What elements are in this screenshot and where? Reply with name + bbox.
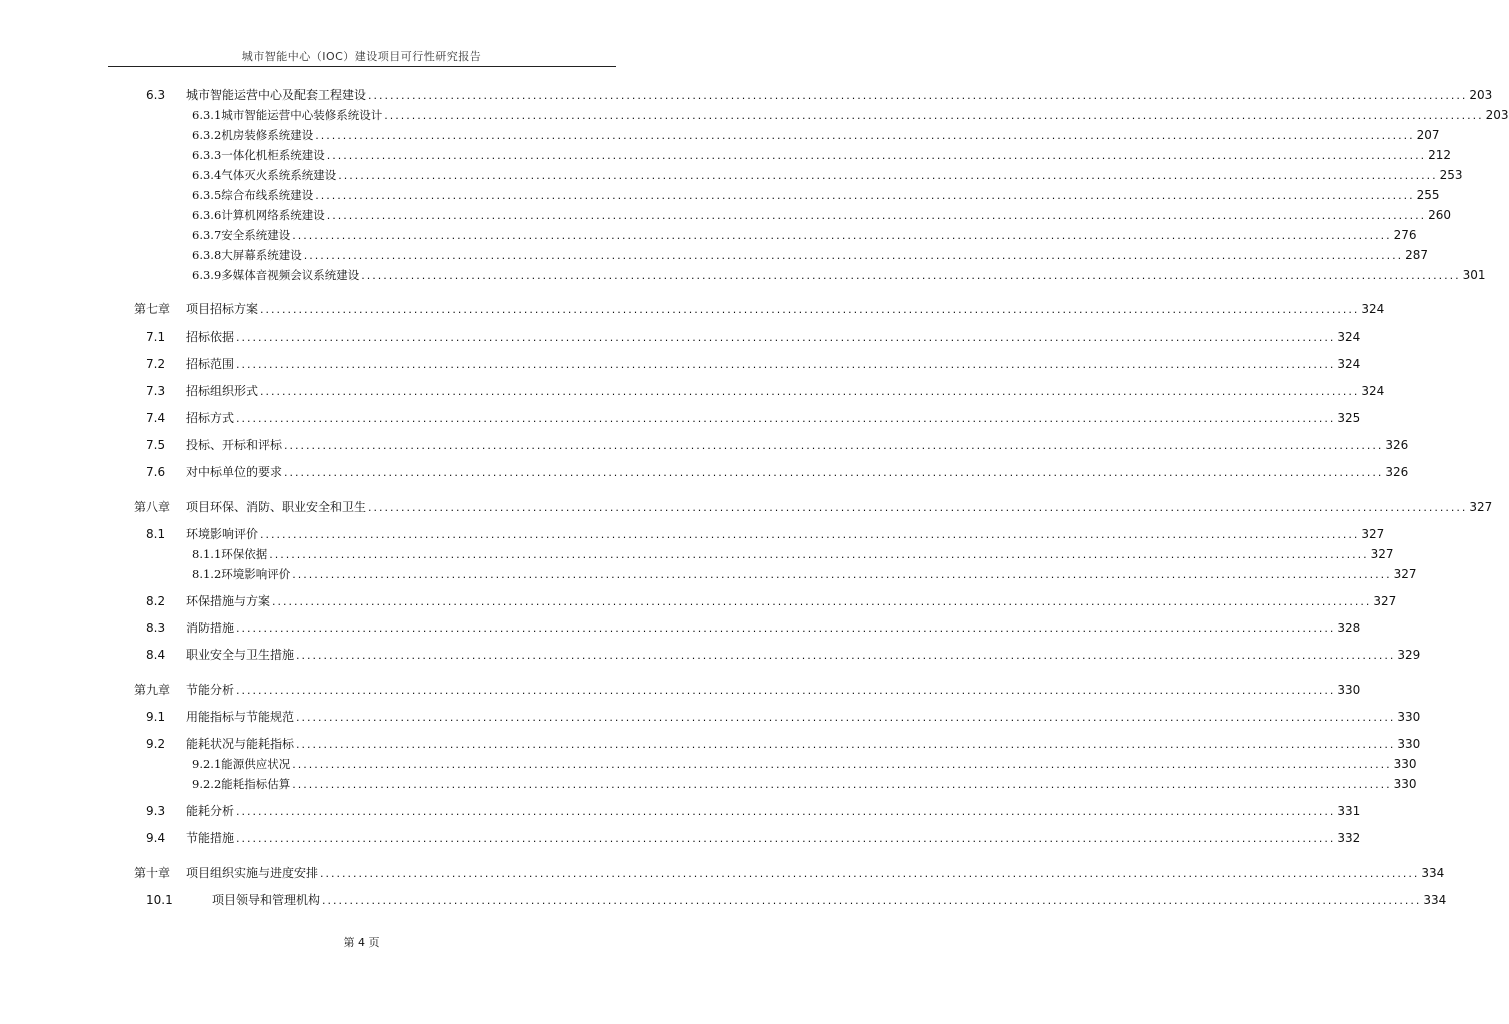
toc-entry-page: 276 bbox=[1393, 228, 1417, 242]
dot-leader: ........................................................................................................................................................................................................ bbox=[260, 303, 1360, 316]
dot-leader: ........................................................................................................................................................................................................ bbox=[236, 412, 1336, 425]
toc-entry-title: 能耗状况与能耗指标 bbox=[186, 737, 295, 751]
dot-leader: ........................................................................................................................................................................................................ bbox=[292, 778, 1392, 791]
toc-entry[interactable] bbox=[0, 708, 1421, 726]
toc-entry-number: 8.2 bbox=[146, 594, 166, 608]
toc-entry-page: 330 bbox=[1397, 737, 1421, 751]
toc-entry[interactable] bbox=[0, 146, 1451, 164]
toc-entry[interactable] bbox=[0, 186, 1440, 204]
toc-entry-page: 327 bbox=[1370, 547, 1394, 561]
toc-entry[interactable] bbox=[0, 525, 1385, 543]
dot-leader: ........................................................................................................................................................................................................ bbox=[320, 867, 1420, 880]
toc-entry-title: 项目领导和管理机构 bbox=[212, 893, 321, 907]
toc-entry-title: 6.3.3一体化机柜系统建设 bbox=[192, 148, 325, 162]
toc-entry-title: 环境影响评价 bbox=[186, 527, 259, 541]
toc-entry[interactable] bbox=[0, 545, 1394, 563]
toc-entry[interactable] bbox=[0, 86, 1493, 104]
toc-entry-page: 203 bbox=[1485, 108, 1509, 122]
toc-entry-title: 6.3.7安全系统建设 bbox=[192, 228, 291, 242]
toc-entry-title: 能耗分析 bbox=[186, 804, 235, 818]
dot-leader: ........................................................................................................................................................................................................ bbox=[315, 189, 1415, 202]
toc-entry[interactable] bbox=[0, 463, 1409, 481]
toc-entry-number: 7.6 bbox=[146, 465, 166, 479]
page-number-footer: 第 4 页 bbox=[343, 936, 380, 949]
toc-entry-title: 9.2.2能耗指标估算 bbox=[192, 777, 291, 791]
toc-entry-number: 7.1 bbox=[146, 330, 166, 344]
dot-leader: ........................................................................................................................................................................................................ bbox=[292, 229, 1392, 242]
toc-entry-page: 330 bbox=[1337, 683, 1361, 697]
dot-leader: ........................................................................................................................................................................................................ bbox=[338, 169, 1438, 182]
toc-entry[interactable] bbox=[0, 246, 1428, 264]
toc-entry[interactable] bbox=[0, 775, 1417, 793]
toc-entry-page: 328 bbox=[1337, 621, 1361, 635]
toc-entry-number: 7.5 bbox=[146, 438, 166, 452]
toc-entry[interactable] bbox=[0, 300, 1385, 318]
toc-entry-title: 8.1.1环保依据 bbox=[192, 547, 268, 561]
dot-leader: ........................................................................................................................................................................................................ bbox=[296, 711, 1396, 724]
toc-entry-number: 7.3 bbox=[146, 384, 166, 398]
dot-leader: ........................................................................................................................................................................................................ bbox=[236, 805, 1336, 818]
dot-leader: ........................................................................................................................................................................................................ bbox=[260, 528, 1360, 541]
toc-entry-title: 6.3.6计算机网络系统建设 bbox=[192, 208, 325, 222]
toc-entry[interactable] bbox=[0, 409, 1361, 427]
dot-leader: ........................................................................................................................................................................................................ bbox=[236, 684, 1336, 697]
dot-leader: ........................................................................................................................................................................................................ bbox=[260, 385, 1360, 398]
toc-entry-number: 第七章 bbox=[134, 302, 171, 316]
toc-entry-title: 项目组织实施与进度安排 bbox=[186, 866, 319, 880]
dot-leader: ........................................................................................................................................................................................................ bbox=[326, 149, 1427, 162]
dot-leader: ........................................................................................................................................................................................................ bbox=[284, 439, 1384, 452]
toc-entry[interactable] bbox=[0, 328, 1361, 346]
toc-entry-page: 330 bbox=[1393, 777, 1417, 791]
dot-leader: ........................................................................................................................................................................................................ bbox=[236, 832, 1336, 845]
toc-entry[interactable] bbox=[0, 126, 1440, 144]
toc-entry-page: 334 bbox=[1423, 893, 1447, 907]
toc-entry[interactable] bbox=[0, 498, 1493, 516]
toc-entry-title: 投标、开标和评标 bbox=[186, 438, 283, 452]
toc-entry-title: 项目环保、消防、职业安全和卫生 bbox=[186, 500, 367, 514]
toc-entry-title: 职业安全与卫生措施 bbox=[186, 648, 295, 662]
toc-entry-title: 9.2.1能源供应状况 bbox=[192, 757, 291, 771]
dot-leader: ........................................................................................................................................................................................................ bbox=[315, 129, 1415, 142]
toc-entry-page: 326 bbox=[1385, 465, 1409, 479]
toc-entry[interactable] bbox=[0, 436, 1409, 454]
toc-entry-title: 6.3.9多媒体音视频会议系统建设 bbox=[192, 268, 360, 282]
dot-leader: ........................................................................................................................................................................................................ bbox=[292, 758, 1392, 771]
toc-entry-page: 331 bbox=[1337, 804, 1361, 818]
toc-entry[interactable] bbox=[0, 166, 1463, 184]
toc-entry-title: 6.3.8大屏幕系统建设 bbox=[192, 248, 302, 262]
toc-entry-number: 7.2 bbox=[146, 357, 166, 371]
toc-entry-page: 255 bbox=[1416, 188, 1440, 202]
toc-entry-number: 第八章 bbox=[134, 500, 171, 514]
toc-entry[interactable] bbox=[0, 681, 1361, 699]
dot-leader: ........................................................................................................................................................................................................ bbox=[303, 249, 1404, 262]
toc-entry-title: 节能措施 bbox=[186, 831, 235, 845]
dot-leader: ........................................................................................................................................................................................................ bbox=[322, 894, 1422, 907]
toc-entry[interactable] bbox=[0, 755, 1417, 773]
dot-leader: ........................................................................................................................................................................................................ bbox=[236, 358, 1336, 371]
toc-entry[interactable] bbox=[0, 106, 1509, 124]
toc-entry-page: 327 bbox=[1393, 567, 1417, 581]
toc-entry-title: 环保措施与方案 bbox=[186, 594, 271, 608]
toc-entry-page: 287 bbox=[1405, 248, 1428, 262]
dot-leader: ........................................................................................................................................................................................................ bbox=[384, 109, 1484, 122]
dot-leader: ........................................................................................................................................................................................................ bbox=[292, 568, 1392, 581]
dot-leader: ........................................................................................................................................................................................................ bbox=[326, 209, 1427, 222]
dot-leader: ........................................................................................................................................................................................................ bbox=[296, 649, 1396, 662]
toc-entry-number: 10.1 bbox=[146, 893, 173, 907]
toc-entry[interactable] bbox=[0, 619, 1361, 637]
toc-entry-number: 9.1 bbox=[146, 710, 166, 724]
toc-entry-page: 260 bbox=[1428, 208, 1451, 222]
toc-entry[interactable] bbox=[0, 266, 1486, 284]
toc-entry-title: 6.3.5综合布线系统建设 bbox=[192, 188, 314, 202]
toc-entry-page: 326 bbox=[1385, 438, 1409, 452]
header-rule bbox=[108, 66, 616, 67]
toc-entry-number: 8.1 bbox=[146, 527, 166, 541]
toc-entry-page: 212 bbox=[1428, 148, 1451, 162]
toc-entry-title: 用能指标与节能规范 bbox=[186, 710, 295, 724]
toc-entry-title: 6.3.2机房装修系统建设 bbox=[192, 128, 314, 142]
toc-entry[interactable] bbox=[0, 864, 1445, 882]
toc-entry-page: 334 bbox=[1421, 866, 1445, 880]
toc-entry[interactable] bbox=[0, 565, 1417, 583]
toc-entry-page: 330 bbox=[1393, 757, 1417, 771]
dot-leader: ........................................................................................................................................................................................................ bbox=[284, 466, 1384, 479]
toc-entry[interactable] bbox=[0, 206, 1451, 224]
toc-entry-title: 招标组织形式 bbox=[186, 384, 259, 398]
toc-entry-page: 324 bbox=[1361, 384, 1385, 398]
dot-leader: ........................................................................................................................................................................................................ bbox=[272, 595, 1372, 608]
toc-entry-page: 253 bbox=[1439, 168, 1463, 182]
toc-entry-page: 330 bbox=[1397, 710, 1421, 724]
toc-entry-title: 消防措施 bbox=[186, 621, 235, 635]
toc-entry[interactable] bbox=[0, 735, 1421, 753]
toc-entry-page: 324 bbox=[1337, 357, 1361, 371]
toc-entry-number: 9.2 bbox=[146, 737, 166, 751]
toc-entry-title: 节能分析 bbox=[186, 683, 235, 697]
toc-entry-title: 招标方式 bbox=[186, 411, 235, 425]
dot-leader: ........................................................................................................................................................................................................ bbox=[361, 269, 1461, 282]
dot-leader: ........................................................................................................................................................................................................ bbox=[368, 89, 1468, 102]
toc-entry[interactable] bbox=[0, 891, 1447, 909]
toc-entry[interactable] bbox=[0, 382, 1385, 400]
toc-entry-page: 327 bbox=[1469, 500, 1493, 514]
toc-entry-number: 9.3 bbox=[146, 804, 166, 818]
toc-entry-title: 招标范围 bbox=[186, 357, 235, 371]
toc-entry-title: 项目招标方案 bbox=[186, 302, 259, 316]
toc-entry-number: 7.4 bbox=[146, 411, 166, 425]
dot-leader: ........................................................................................................................................................................................................ bbox=[236, 622, 1336, 635]
toc-entry-page: 301 bbox=[1462, 268, 1486, 282]
toc-entry-page: 324 bbox=[1361, 302, 1385, 316]
toc-entry[interactable] bbox=[0, 592, 1397, 610]
toc-entry-title: 6.3.1城市智能运营中心装修系统设计 bbox=[192, 108, 383, 122]
toc-entry-page: 329 bbox=[1397, 648, 1421, 662]
toc-entry-number: 8.4 bbox=[146, 648, 166, 662]
toc-entry-title: 招标依据 bbox=[186, 330, 235, 344]
dot-leader: ........................................................................................................................................................................................................ bbox=[236, 331, 1336, 344]
toc-entry-number: 第九章 bbox=[134, 683, 171, 697]
toc-entry[interactable] bbox=[0, 355, 1361, 373]
dot-leader: ........................................................................................................................................................................................................ bbox=[296, 738, 1396, 751]
dot-leader: ........................................................................................................................................................................................................ bbox=[368, 501, 1468, 514]
toc-entry[interactable] bbox=[0, 802, 1361, 820]
toc-entry-title: 8.1.2环境影响评价 bbox=[192, 567, 291, 581]
toc-entry-number: 8.3 bbox=[146, 621, 166, 635]
toc-entry-page: 325 bbox=[1337, 411, 1361, 425]
toc-entry[interactable] bbox=[0, 829, 1361, 847]
toc-entry-page: 327 bbox=[1373, 594, 1397, 608]
toc-entry-title: 6.3.4气体灭火系统系统建设 bbox=[192, 168, 337, 182]
toc-entry[interactable] bbox=[0, 226, 1417, 244]
toc-entry-page: 207 bbox=[1416, 128, 1440, 142]
toc-entry-number: 6.3 bbox=[146, 88, 166, 102]
toc-entry-title: 对中标单位的要求 bbox=[186, 465, 283, 479]
toc-entry-page: 332 bbox=[1337, 831, 1361, 845]
toc-entry[interactable] bbox=[0, 646, 1421, 664]
toc-entry-number: 第十章 bbox=[134, 866, 171, 880]
running-header: 城市智能中心（IOC）建设项目可行性研究报告 bbox=[241, 50, 482, 63]
toc-entry-page: 203 bbox=[1469, 88, 1493, 102]
toc-entry-page: 327 bbox=[1361, 527, 1385, 541]
dot-leader: ........................................................................................................................................................................................................ bbox=[269, 548, 1369, 561]
toc-entry-page: 324 bbox=[1337, 330, 1361, 344]
toc-entry-number: 9.4 bbox=[146, 831, 166, 845]
toc-entry-title: 城市智能运营中心及配套工程建设 bbox=[186, 88, 367, 102]
